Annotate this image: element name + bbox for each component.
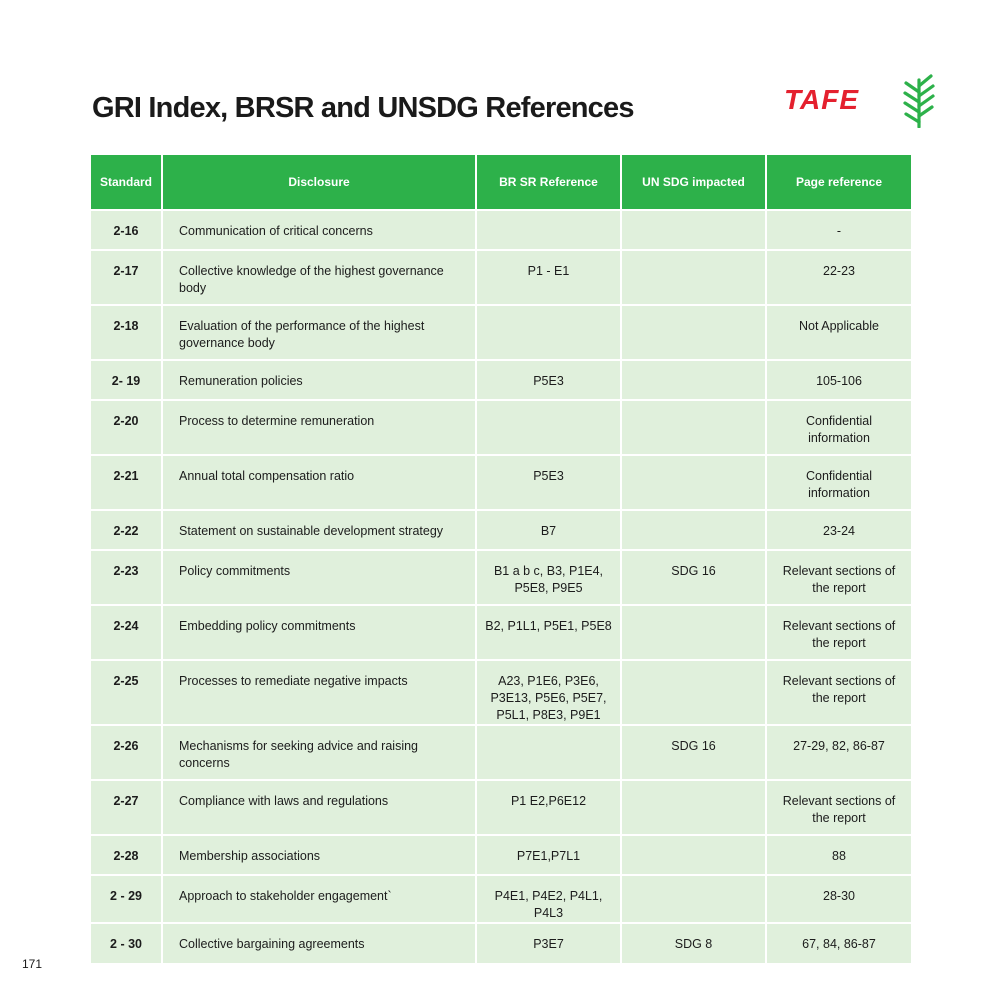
table-row (91, 725, 911, 780)
sdg-cell (621, 780, 766, 835)
header-brsr-reference: BR SR Reference (476, 155, 621, 210)
page-reference-cell: Confidential information (766, 455, 911, 510)
table-row (91, 835, 911, 875)
header-un-sdg-impacted: UN SDG impacted (621, 155, 766, 210)
table-row (91, 550, 911, 605)
header-standard: Standard (91, 155, 162, 210)
sdg-cell (621, 400, 766, 455)
standard-cell: 2-18 (91, 305, 162, 360)
table-row (91, 305, 911, 360)
disclosure-cell: Mechanisms for seeking advice and raising concerns (162, 725, 476, 780)
logo-text: TAFE (784, 84, 860, 115)
brsr-reference-cell: A23, P1E6, P3E6, P3E13, P5E6, P5E7, P5L1, P8E3, P9E1 (476, 660, 621, 725)
disclosure-cell: Collective knowledge of the highest governance body (162, 250, 476, 305)
sdg-cell: SDG 8 (621, 923, 766, 963)
disclosure-cell: Statement on sustainable development strategy (162, 510, 476, 550)
page-reference-cell: 23-24 (766, 510, 911, 550)
disclosure-cell: Policy commitments (162, 550, 476, 605)
disclosure-cell: Communication of critical concerns (162, 210, 476, 250)
page-reference-cell: 28-30 (766, 875, 911, 923)
standard-cell: 2-27 (91, 780, 162, 835)
standard-cell: 2-17 (91, 250, 162, 305)
page-title: GRI Index, BRSR and UNSDG References (92, 92, 634, 124)
page-reference-cell: 27-29, 82, 86-87 (766, 725, 911, 780)
table-row (91, 605, 911, 660)
page-reference-cell: 22-23 (766, 250, 911, 305)
brsr-reference-cell: P4E1, P4E2, P4L1, P4L3 (476, 875, 621, 923)
table-row (91, 210, 911, 250)
page-reference-cell: - (766, 210, 911, 250)
disclosure-cell: Evaluation of the performance of the highest governance body (162, 305, 476, 360)
standard-cell: 2-24 (91, 605, 162, 660)
brsr-reference-cell: P5E3 (476, 360, 621, 400)
standard-cell: 2-28 (91, 835, 162, 875)
brsr-reference-cell: P3E7 (476, 923, 621, 963)
disclosure-cell: Embedding policy commitments (162, 605, 476, 660)
disclosure-cell: Compliance with laws and regulations (162, 780, 476, 835)
sdg-cell (621, 210, 766, 250)
table-header-row (91, 155, 911, 210)
page-reference-cell: Relevant sections of the report (766, 780, 911, 835)
standard-cell: 2-25 (91, 660, 162, 725)
standard-cell: 2-21 (91, 455, 162, 510)
page-reference-cell: Relevant sections of the report (766, 660, 911, 725)
table-row (91, 455, 911, 510)
disclosure-cell: Annual total compensation ratio (162, 455, 476, 510)
disclosure-cell: Remuneration policies (162, 360, 476, 400)
disclosure-cell: Collective bargaining agreements (162, 923, 476, 963)
table-row (91, 875, 911, 923)
wheat-leaf-icon (901, 70, 937, 128)
brsr-reference-cell: P7E1,P7L1 (476, 835, 621, 875)
sdg-cell: SDG 16 (621, 550, 766, 605)
page-reference-cell: 88 (766, 835, 911, 875)
standard-cell: 2-22 (91, 510, 162, 550)
sdg-cell (621, 875, 766, 923)
table-body (91, 210, 911, 963)
table-row (91, 400, 911, 455)
brsr-reference-cell: P1 - E1 (476, 250, 621, 305)
disclosure-cell: Process to determine remuneration (162, 400, 476, 455)
page-reference-cell: 105-106 (766, 360, 911, 400)
brsr-reference-cell: B7 (476, 510, 621, 550)
gri-index-table (91, 155, 911, 963)
page-reference-cell: Relevant sections of the report (766, 605, 911, 660)
brsr-reference-cell: B2, P1L1, P5E1, P5E8 (476, 605, 621, 660)
sdg-cell: SDG 16 (621, 725, 766, 780)
table-row (91, 360, 911, 400)
page-reference-cell: Not Applicable (766, 305, 911, 360)
table-row (91, 250, 911, 305)
disclosure-cell: Approach to stakeholder engagement` (162, 875, 476, 923)
brsr-reference-cell (476, 400, 621, 455)
disclosure-cell: Processes to remediate negative impacts (162, 660, 476, 725)
brsr-reference-cell (476, 305, 621, 360)
tafe-logo (784, 70, 944, 130)
brsr-reference-cell: B1 a b c, B3, P1E4, P5E8, P9E5 (476, 550, 621, 605)
standard-cell: 2- 19 (91, 360, 162, 400)
brsr-reference-cell: P1 E2,P6E12 (476, 780, 621, 835)
page-reference-cell: Confidential information (766, 400, 911, 455)
disclosure-cell: Membership associations (162, 835, 476, 875)
page-number: 171 (22, 957, 43, 971)
header-page-reference: Page reference (766, 155, 911, 210)
table-row (91, 780, 911, 835)
sdg-cell (621, 605, 766, 660)
standard-cell: 2-23 (91, 550, 162, 605)
header-disclosure: Disclosure (162, 155, 476, 210)
sdg-cell (621, 455, 766, 510)
standard-cell: 2-26 (91, 725, 162, 780)
table-row (91, 510, 911, 550)
sdg-cell (621, 250, 766, 305)
table-row (91, 660, 911, 725)
sdg-cell (621, 510, 766, 550)
brsr-reference-cell (476, 725, 621, 780)
standard-cell: 2-20 (91, 400, 162, 455)
standard-cell: 2 - 30 (91, 923, 162, 963)
page-reference-cell: 67, 84, 86-87 (766, 923, 911, 963)
sdg-cell (621, 835, 766, 875)
standard-cell: 2-16 (91, 210, 162, 250)
brsr-reference-cell: P5E3 (476, 455, 621, 510)
brsr-reference-cell (476, 210, 621, 250)
page-reference-cell: Relevant sections of the report (766, 550, 911, 605)
sdg-cell (621, 360, 766, 400)
sdg-cell (621, 660, 766, 725)
table-row (91, 923, 911, 963)
standard-cell: 2 - 29 (91, 875, 162, 923)
sdg-cell (621, 305, 766, 360)
